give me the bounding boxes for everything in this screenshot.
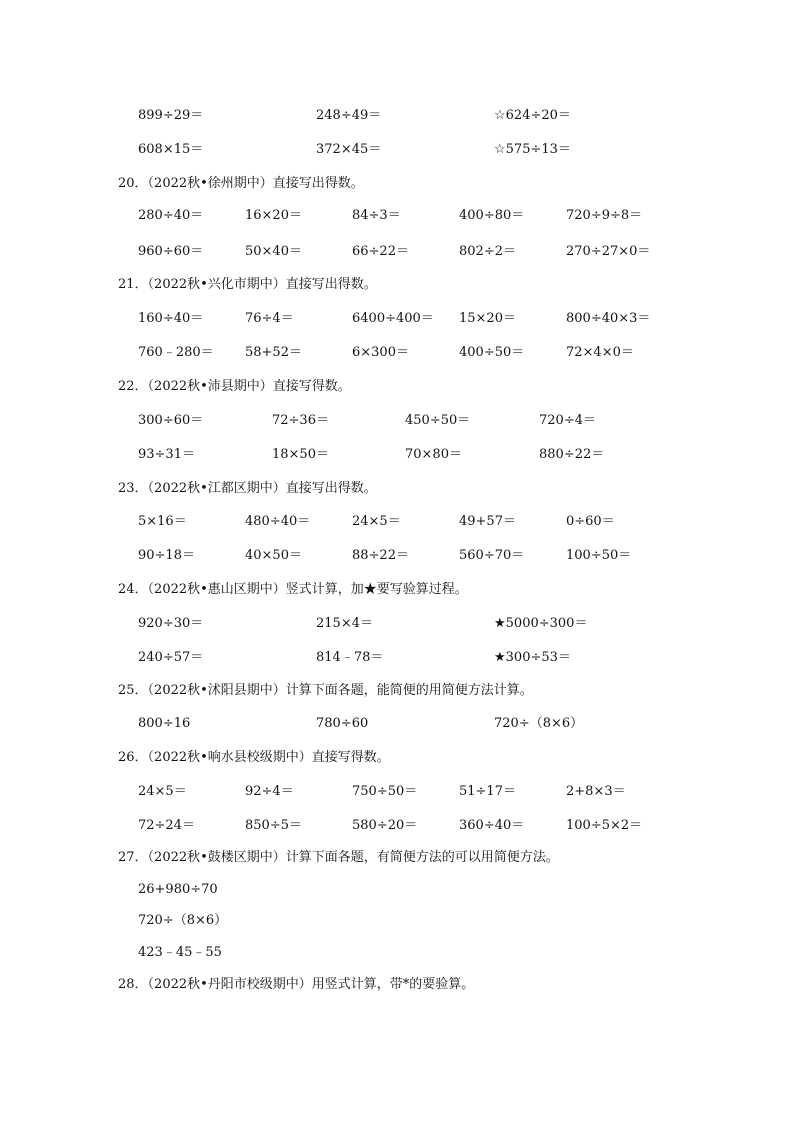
- expr: 18×50＝: [272, 447, 329, 462]
- expr: ★300÷53＝: [494, 650, 571, 665]
- expr: 72÷24＝: [138, 818, 195, 833]
- expr: 58+52＝: [245, 345, 302, 360]
- expr: 90÷18＝: [138, 548, 195, 563]
- expr: 93÷31＝: [138, 447, 195, 462]
- question-28-title: 28．（2022秋•丹阳市校级期中）用竖式计算，带*的要验算。: [118, 977, 475, 992]
- expr: 40×50＝: [245, 548, 302, 563]
- expr: 800÷16: [138, 716, 191, 731]
- expr: 70×80＝: [405, 447, 462, 462]
- expr: ☆624÷20＝: [494, 108, 571, 123]
- expr: 6400÷400＝: [352, 311, 434, 326]
- question-24-title: 24．（2022秋•惠山区期中）竖式计算，加★要写验算过程。: [118, 582, 468, 597]
- expr: 100÷5×2＝: [566, 818, 643, 833]
- expr: 560÷70＝: [459, 548, 525, 563]
- question-20-title: 20．（2022秋•徐州期中）直接写出得数。: [118, 176, 364, 191]
- expr: 720÷4＝: [539, 413, 596, 428]
- expr: 2+8×3＝: [566, 784, 626, 799]
- expr: 608×15＝: [138, 142, 204, 157]
- expr: 66÷22＝: [352, 244, 409, 259]
- expr: 160÷40＝: [138, 311, 204, 326]
- expr: 780÷60: [316, 716, 369, 731]
- question-21-title: 21．（2022秋•兴化市期中）直接写出得数。: [118, 277, 377, 292]
- expr: 760﹣280＝: [138, 345, 214, 360]
- expr: 24×5＝: [352, 514, 401, 529]
- expr: 5×16＝: [138, 514, 187, 529]
- expr: 400÷80＝: [459, 208, 525, 223]
- expr: 49+57＝: [459, 514, 516, 529]
- expr: 76÷4＝: [245, 311, 294, 326]
- expr: 240÷57＝: [138, 650, 204, 665]
- expr: 0÷60＝: [566, 514, 615, 529]
- expr: 24×5＝: [138, 784, 187, 799]
- question-22-title: 22．（2022秋•沛县期中）直接写得数。: [118, 379, 351, 394]
- expr: 360÷40＝: [459, 818, 525, 833]
- expr: 280÷40＝: [138, 208, 204, 223]
- expr: 72÷36＝: [272, 413, 329, 428]
- expr: 372×45＝: [316, 142, 382, 157]
- expr: 51÷17＝: [459, 784, 516, 799]
- expr: 850÷5＝: [245, 818, 302, 833]
- expr: 880÷22＝: [539, 447, 605, 462]
- expr: 248÷49＝: [316, 108, 382, 123]
- expr: 450÷50＝: [405, 413, 471, 428]
- expr: 800÷40×3＝: [566, 311, 651, 326]
- expr: 720÷9÷8＝: [566, 208, 643, 223]
- question-27-line-1: 26+980÷70: [138, 882, 218, 897]
- expr: 92÷4＝: [245, 784, 294, 799]
- expr: 400÷50＝: [459, 345, 525, 360]
- question-25-title: 25．（2022秋•沭阳县期中）计算下面各题，能简便的用简便方法计算。: [118, 683, 533, 698]
- expr: 6×300＝: [352, 345, 409, 360]
- expr: 580÷20＝: [352, 818, 418, 833]
- question-26-title: 26．（2022秋•响水县校级期中）直接写得数。: [118, 750, 390, 765]
- expr: 72×4×0＝: [566, 345, 634, 360]
- expr: 720÷（8×6）: [494, 716, 584, 731]
- expr: 814﹣78＝: [316, 650, 384, 665]
- expr: 15×20＝: [459, 311, 516, 326]
- expr: 84÷3＝: [352, 208, 401, 223]
- question-27-line-3: 423﹣45﹣55: [138, 945, 222, 960]
- expr: 920÷30＝: [138, 616, 204, 631]
- expr: 215×4＝: [316, 616, 373, 631]
- question-27-line-2: 720÷（8×6）: [138, 913, 228, 928]
- question-27-title: 27．（2022秋•鼓楼区期中）计算下面各题，有简便方法的可以用简便方法。: [118, 850, 559, 865]
- expr: 960÷60＝: [138, 244, 204, 259]
- question-23-title: 23．（2022秋•江都区期中）直接写出得数。: [118, 481, 377, 496]
- expr: ☆575÷13＝: [494, 142, 571, 157]
- expr: 899÷29＝: [138, 108, 204, 123]
- expr: 480÷40＝: [245, 514, 311, 529]
- expr: 270÷27×0＝: [566, 244, 651, 259]
- expr: 802÷2＝: [459, 244, 516, 259]
- expr: 100÷50＝: [566, 548, 632, 563]
- expr: ★5000÷300＝: [494, 616, 588, 631]
- expr: 750÷50＝: [352, 784, 418, 799]
- expr: 16×20＝: [245, 208, 302, 223]
- expr: 300÷60＝: [138, 413, 204, 428]
- expr: 88÷22＝: [352, 548, 409, 563]
- expr: 50×40＝: [245, 244, 302, 259]
